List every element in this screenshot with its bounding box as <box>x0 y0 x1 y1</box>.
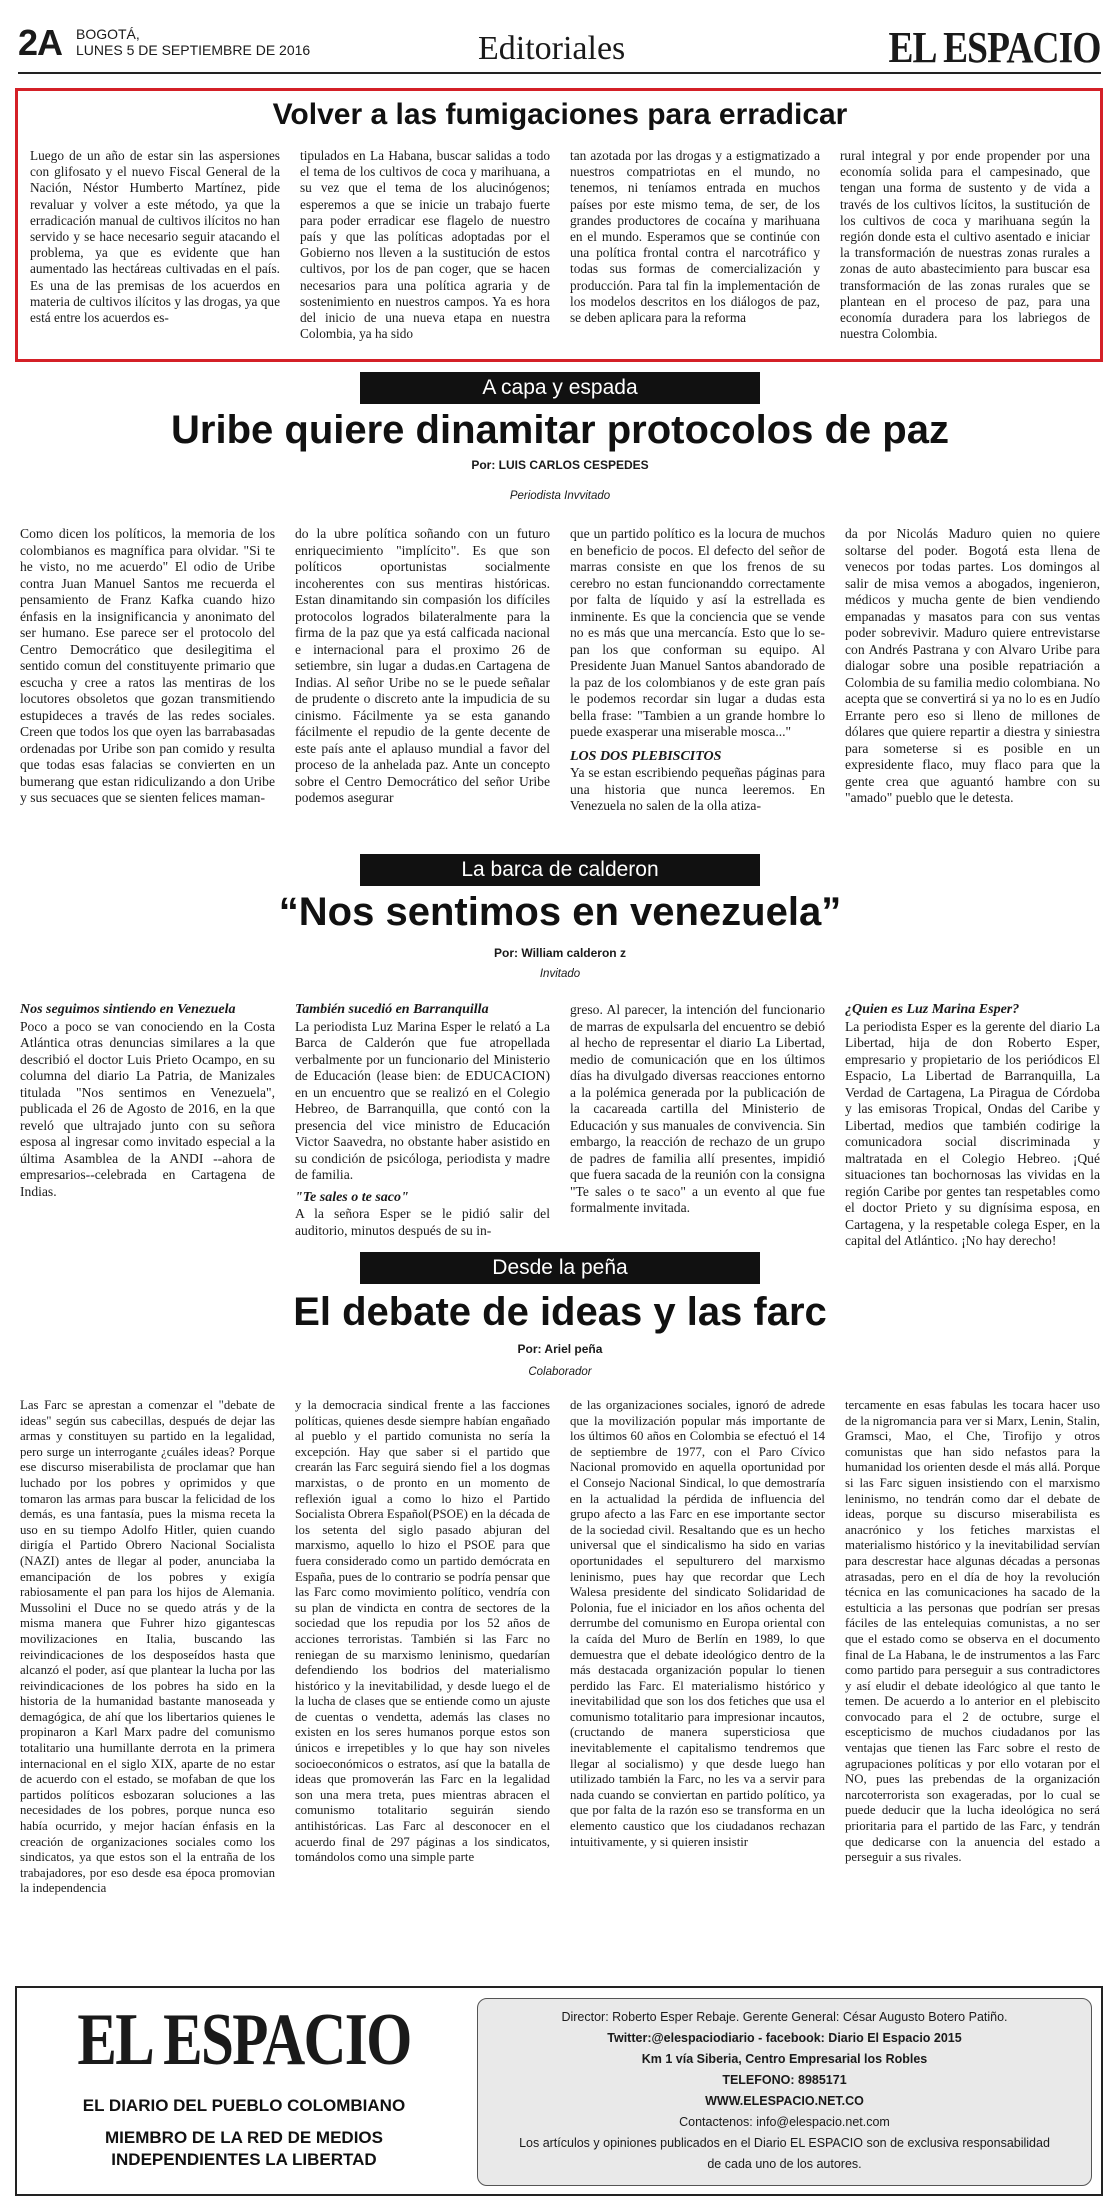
article2-subhead-1: Nos seguimos sintiendo en Venezuela <box>20 1002 236 1017</box>
article2-subhead-2: También sucedió en Barranquilla <box>295 1002 489 1017</box>
dateline <box>76 26 310 58</box>
article3-column-1: Las Farc se aprestan a comenzar el "debate de ideas" según sus cabecillas, después de dejar las armas y constituyen su partido en la legalidad, pero surge un interrogante ¿cuáles ideas? Porque ese discurso miserabilista de proclamar que han luchado por los pobres y oprimidos y que tomaron las armas para buscar la felicidad de los demás, es una fantasía, pues la misma receta la uso en su tiempo Adolfo Hitler, quien cuando dirigía el Partido Obrero Nacional Socialista (NAZI) antes de llegar al poder, anunciaba la emancipación de los pobres y exigía rabiosamente el pan para los hijos de Alemania. Mussolini el Duce no se quedo atrás y de la misma manera que Fuhrer hizo gigantescas movilizaciones en Italia, buscando las reivindicaciones de los desposeídos hasta que alcanzó el poder, así que plantear la lucha por las reivindicaciones de los pobres ha sido en la historia de la humanidad bastante manoseada y demagógica, de ahí que los libertarios quienes le propinaron a Karl Marx padre del comunismo totalitario una humillante derrota en la primera internacional en el siglo XIX, aparte de no estar de acuerdo con el estado, se mofaban de que los partidos políticos esbozaran soluciones a las necesidades de los pobres, porque nunca eso había ocurrido, y mejor hacían énfasis en la creación de organizaciones sociales como los sindicatos, ya que estos son el la entraña de los trabajadores, por eso desde esa época promovian la independencia <box>20 1398 275 1896</box>
footer-tagline: EL DIARIO DEL PUEBLO COLOMBIANO <box>82 2096 406 2115</box>
article2-title: “Nos sentimos en venezuela” <box>278 890 842 934</box>
editorial-column-1: Luego de un año de estar sin las aspersiones con glifosato y el nuevo Fiscal General de la Nación, Néstor Humberto Martínez, pide revaluar y volver a este método, ya que la erradicación manual de cultivos ilícitos no han servido y se hace necesario seguir atacando el problema, ya que es evidente que han aumentado las hectáreas cultivadas en el país. Es una de las premisas de los acuerdos en materia de cultivos ilícitos y las drogas, ya que está entre los acuerdos es- <box>30 148 280 326</box>
footer-network-line-2: INDEPENDIENTES LA LIBERTAD <box>111 2150 377 2169</box>
article3-body <box>20 1398 1100 1973</box>
article2-subhead-4: ¿Quien es Luz Marina Esper? <box>845 1002 1020 1017</box>
footer-phone: TELEFONO: 8985171 <box>722 2073 847 2087</box>
masthead-logo: EL ESPACIO <box>888 23 1101 72</box>
editorial-body <box>30 148 1090 342</box>
article3-column-2: y la democracia sindical frente a las facciones políticas, quienes desde siempre habían engañado al pueblo y el partido comunista no sería la excepción. Hay que saber si el partido que crearán las Farc seguirá siendo fiel a los dogmas marxistas, o de pronto en un momento de reflexión igual a como lo hizo el Partido Socialista Obrera Español(PSOE) en la década de los setenta del siglo pasado abjuran del marxismo, aquello lo hizo el PSOE para que fuera considerado como un partido demócrata en España, pues de lo contrario se podría pensar que las Farc como movimiento político, vendría con su plan de vindicta en contra de sectores de la sociedad que los repudia por los 52 años de acciones terroristas. También si las Farc no reniegan de su marxismo leninismo, quedarían defendiendo los bodrios del materialismo histórico y la inevitabilidad, y desde luego el de la lucha de clases que se entiende como un ajuste de cuentas o vendetta, además las clases no existen en los seres humanos porque estos son únicos e irrepetibles y lo que hay son niveles socioeconómicos o estratos, así que la batalla de ideas que promoverán las Farc en la legalidad son una mera treta, pues mientras abracen el comunismo totalitario seguirán siendo antihistóricas. Las Farc al desconocer en el acuerdo final de 297 páginas a los sindicatos, tomándolos como una simple parte <box>295 1398 550 1865</box>
footer <box>15 1986 1103 2196</box>
article3-byline: Por: Ariel peña <box>517 1342 603 1356</box>
article2-column-2b: A la señora Esper se le pidió salir del auditorio, minutos después de su in- <box>295 1206 550 1238</box>
editorial-column-2: tipulados en La Habana, buscar salidas a todo el tema de los cultivos de coca y marihuana, a su vez que el tema de los alucinógenos; esperemos a que se inicie un trabajo fuerte para poder erradicar ese flagelo de nuestro país y que las políticas adoptadas por el Gobierno nos lleven a la sustitución de estos cultivos, por los de pan coger, que se hacen necesarios para una política agraria y de sostenimiento en nuestros campos. Ya es hora del inicio de una nueva etapa en nuestra Colombia, ya ha sido <box>300 148 550 342</box>
article1-column-4: da por Nicolás Maduro quien no quiere soltarse del poder. Bogotá esta llena de venecos por todas partes. Los domingos al salir de misa vemos a abogados, ingenieron, médicos y mucha gente de bien vendiendo empanadas y masatos para con sus ventas poder sobrevivir. Maduro quiere entrevistarse con Andrés Pastrana y con Alvaro Uribe para dialogar sobre una posible repatriación a Colombia de su familia medio colombiana. No acepta que se convertirá si ya no lo es en Judío Errante pero eso si lleno de millones de dólares que quiere repartir a diestra y siniestra para someterse si es posible en un expresidente flaco, muy flaco para que la gente crea que aguantó hambre con su "amado" pueblo que le detesta. <box>845 526 1100 805</box>
article2-column-1 <box>20 1002 275 1250</box>
article2-subhead-3: "Te sales o te saco" <box>295 1189 409 1205</box>
article2-column-2 <box>295 1002 550 1250</box>
article1-column-2: do la ubre política soñando con un futuro enriquecimiento "implícito". Es que son políticos oportunistas socialmente incoherentes con sus mentiras históricas. Estan dinamitando sin compasión los difíciles protocolos logrados bilateralmente para la firma de la paz que ya está calficada nacional e internacional para el proximo 26 de setiembre, sin lugar a dudas.en Cartagena de Indias. Al señor Uribe no se le puede señalar de prudente o discreto ante la impudicia de su cinismo. Fácilmente ya se esta ganando fácilmente el repudio de la gente decente de este país ante el aplauso mundial a favor del proceso de la anhelada paz. Ante un concepto sobre el Centro Democrático del señor Uribe podemos asegurar <box>295 526 550 805</box>
article1-title: Uribe quiere dinamitar protocolos de paz <box>171 408 949 452</box>
article1-kicker: A capa y espada <box>360 372 760 404</box>
article1-column-1: Como dicen los políticos, la memoria de los colombianos es magnífica para olvidar. "Si te he visto, no me acuerdo" El odio de Uribe contra Juan Manuel Santos me recuerda el pensamiento de Franz Kafka cuando hizo énfasis en la insignificancia y anonimato del ser humano. Ese parece ser el protocolo del Centro Democrático que desilegitima el sentido comun del constituyente primario que escucha y cree a ratos las mentiras de los locutores obsoletos que gozan transmitiendo estupideces a través de las redes sociales. Creen que todos los que oyen las barrabasadas ordenadas por Uribe son pan comido y resulta que todas esas falacias se convierten en un bumerang que estan ridiculizando a don Uribe y sus secuaces que se sienten felices maman- <box>20 526 275 805</box>
article3-title: El debate de ideas y las farc <box>293 1290 827 1334</box>
editorial-title: Volver a las fumigaciones para erradicar <box>272 98 848 131</box>
article1-subhead: LOS DOS PLEBISCITOS <box>570 748 722 764</box>
footer-website-link[interactable]: WWW.ELESPACIO.NET.CO <box>705 2094 864 2108</box>
article2-column-4-text: La periodista Esper es la gerente del diario La Libertad, hija de don Roberto Esper, empresario y propietario de los periódicos El Espacio, La Libertad de Barranquilla, La Verdad de Cartagena, La Piragua de Córdoba y las emisoras Tropical, Ondas del Caribe y Libertad, medios que también codirige la comunicadora social discriminada y maltratada en el Colegio Hebreo. ¡Qué situaciones tan bochornosas las vividas en la región Caribe por gentes tan respetables como el doctor Prieto y su dignísima esposa, en Cartagena, y la respetable colega Esper, en la capital del Atlántico. ¡No hay derecho! <box>845 1018 1100 1248</box>
article2-column-3: greso. Al parecer, la intención del funcionario de marras de expulsarla del encuentro se debió al hecho de representar el diario La Libertad, medio de comunicación que en los últimos días ha divulgado diversas reacciones entorno a la polémica generada por la publicación de la cacareada cartilla del Ministerio de Educación y sus manuales de convivencia. Sin embargo, la reacción de rechazo de un grupo de padres de familia allí presentes, impidió que fuera sacada de la reunión con la consigna "Te sales o te saco" a un evento al que fue formalmente invitada. <box>570 1002 825 1215</box>
article1-byline: Por: LUIS CARLOS CESPEDES <box>471 458 649 472</box>
page-number: 2A <box>18 22 63 63</box>
footer-email-link[interactable]: Contactenos: info@elespacio.net.com <box>679 2115 890 2129</box>
article2-column-1-text: Poco a poco se van conociendo en la Costa Atlántica otras denuncias similares a la que describió el doctor Luis Prieto Ocampo, en su columna del diario La Patria, de Manizales titulada "Nos sentimos en Venezuela", publicada el 26 de Agosto de 2016, en la que reveló que ultrajado junto con su señora esposa al ingresar como invitado especial a la última Asamblea de la ANDI --ahora de empresarios--celebrada en Cartagena de Indias. <box>20 1018 275 1199</box>
article1-body <box>20 526 1100 815</box>
article2-column-2a: La periodista Luz Marina Esper le relató a La Barca de Calderón que fue atropellada verbalmente por un funcionario del Ministerio de Educación (lease bien: de EDUCACION) en un encuentro que se realizó en el Colegio Hebreo, de Barranquilla, que contó con la presencia del vice ministro de Educación Victor Saavedra, no obstante haber asistido en su condición de psicóloga, periodista y madre de familia. <box>295 1018 550 1182</box>
article1-column-3 <box>570 526 825 815</box>
date: LUNES 5 DE SEPTIEMBRE DE 2016 <box>76 42 311 58</box>
footer-disclaimer-1: Los artículos y opiniones publicados en el Diario EL ESPACIO son de exclusiva responsabilidad <box>519 2136 1050 2150</box>
city: BOGOTÁ, <box>76 26 140 42</box>
article1-role: Periodista Invvitado <box>509 490 611 502</box>
article2-column-4 <box>845 1002 1100 1250</box>
footer-disclaimer-2: de cada uno de los autores. <box>707 2157 862 2171</box>
footer-network-line-1: MIEMBRO DE LA RED DE MEDIOS <box>105 2128 383 2147</box>
footer-social: Twitter:@elespaciodiario - facebook: Diario El Espacio 2015 <box>607 2031 962 2045</box>
footer-credits-box <box>477 1998 1092 2186</box>
article3-role: Colaborador <box>528 1366 592 1378</box>
article1-column-3b: Ya se estan escribiendo pequeñas páginas para una historia que nunca leeremos. En Venezuela no salen de la olla atiza- <box>570 765 825 813</box>
footer-logo: EL ESPACIO <box>77 1999 411 2081</box>
article1-column-3a: que un partido político es la locura de muchos en beneficio de pocos. El defecto del señor de marras consiste en que los frenos de su cerebro no estan funcionanddo correctamente por falta de líquido y así la estrellada es inminente. Es que la conciencia que se vende no es más que una mercancía. Esto que lo se-pan los que conforman su equipo. Al Presidente Juan Manuel Santos abandorado de la paz de los colombianos y de este gran país le podemos recordar sin lugar a dudas esta bella frase: "Tambien a un grande hombre lo puede exasperar una miserable mosca..." <box>570 526 825 739</box>
article2-body <box>20 1002 1100 1250</box>
article2-kicker: La barca de calderon <box>360 854 760 886</box>
article3-kicker: Desde la peña <box>360 1252 760 1284</box>
footer-director: Director: Roberto Esper Rebaje. Gerente General: César Augusto Botero Patiño. <box>561 2010 1008 2024</box>
editorial-column-4: rural integral y por ende propender por una economía solida para el campesinado, que tengan una forma de sustento y de vida a través de los cultivos lícitos, la sustitución de los cultivos de coca y marihuana según la región donde esta el cultivo asentado e iniciar la transformación de nuestras zonas rurales a zonas de auto abastecimiento para buscar esa transformación de las zonas rurales que se plantean en el proceso de paz, para una economía duradera para los labriegos de nuestra Colombia. <box>840 148 1090 342</box>
editorial-column-3: tan azotada por las drogas y a estigmatizado a nuestros compatriotas en el mundo, no tenemos, ni teníamos entrada en muchos países por este mismo tema, de ser, de los grandes productores de cocaína y marihuana en el mundo. Esperamos que se continúe con una política frontal contra el narcotráfico y todas sus formas de comercialización y producción. Para tal fin la implementación de los modelos descritos en los diálogos de paz, se deben aplicara para la reforma <box>570 148 820 326</box>
article2-byline: Por: William calderon z <box>494 946 626 960</box>
article2-role: Invitado <box>539 968 581 980</box>
section-title: Editoriales <box>478 30 626 67</box>
masthead <box>18 22 1101 74</box>
article3-column-3: de las organizaciones sociales, ignoró de adrede que la movilización popular más importante de los últimos 60 años en Colombia se efectuó el 14 de septiembre de 1977, con el Paro Cívico Nacional promovido en aquella oportunidad por el Consejo Nacional Sindical, lo que demostraría en la actualidad la pérdida de influencia del grupo afecto a las Farc en ese importante sector de la sociedad civil. Resaltando que es un hecho universal que el sindicalismo ha sido en varias oportunidades el sepulturero del marxismo leninismo, pues hay que recordar que Lech Walesa presidente del sindicato Solidaridad de Polonia, fue el iniciador en los años ochenta del derrumbe del comunismo en Europa oriental con la caída del Muro de Berlín en 1989, lo que demuestra que el debate ideológico dentro de la más destacada organización popular lo tienen perdido las Farc. El materialismo histórico y inevitabilidad que son los dos fetiches que usa el comunismo totalitario para impresionar incautos,(cructando de manera supersticiosa que inevitablemente el capitalismo tendremos que llegar al socialismo) y que desde luego han utilizado también la Farc, no les va a servir para nada cuando se conviertan en partido político, ya que por falta de la razón eso se transforma en un elemento caustico que los ciudadanos rechazan intuitivamente, y si quieren insistir <box>570 1398 825 1849</box>
article3-column-4: tercamente en esas fabulas les tocara hacer uso de la nigromancia para ver si Marx, Lenin, Stalin, Gramsci, Mao, el Che, Tirofijo y otros comunistas que han sido nefastos para la humanidad los orienten desde el más allá. Porque si las Farc siguen insistiendo con el marxismo leninismo, no tendrán como dar el debate de ideas, porque su discurso miserabilista es anacrónico y los fetiches marxistas el materialismo histórico y la inevitabilidad servían para descrestar hace algunas décadas a personas atrasadas, pero en el día de hoy la revolución técnica en las comunicaciones ha sacado de la estulticia a las personas que podrían ser presas fáciles de las entelequias comunistas, a no ser que el estado como se observa en el documento final de La Habana, le de instrumentos a las Farc como partido para perseguir a sus contradictores y así eludir el debate ideológico al que tanto le temen. De acuerdo a lo anterior en el plebiscito convocado para el 2 de octubre, surge el escepticismo de muchos ciudadanos por las ventajas que tienen las Farc sobre el resto de agrupaciones políticas y por ello votaran por el NO, pues las prebendas de la organización narcoterrorista son exageradas, por lo cual se puede deducir que la lucha ideológica no será prioritaria para el partido de las Farc, y tendrán que dedicarse con la anuencia del estado a perseguir a sus rivales. <box>845 1398 1100 1865</box>
footer-address: Km 1 vía Siberia, Centro Empresarial los Robles <box>641 2052 928 2066</box>
